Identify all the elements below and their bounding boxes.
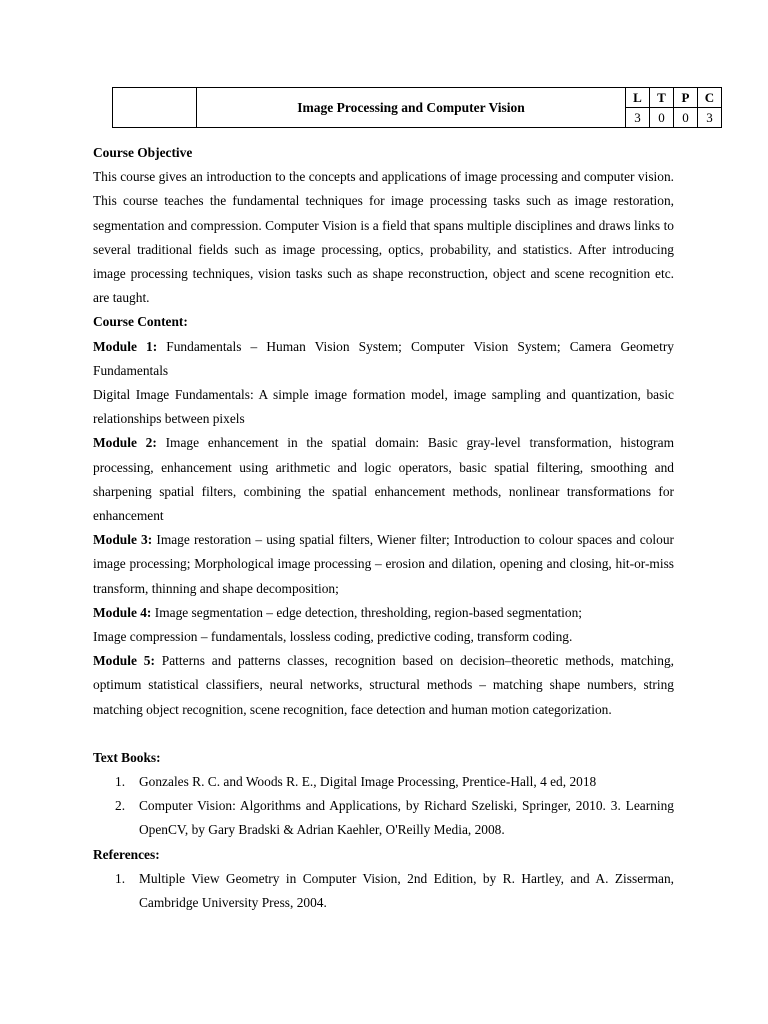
module-1 xyxy=(93,335,674,383)
objective-text: This course gives an introduction to the concepts and applications of image processing and computer vision. This course teaches the fundamental techniques for image processing tasks such as image restoration, segmentation and compression. Computer Vision is a field that spans multiple disciplines and draws links to several traditional fields such as image processing, optics, probability, and statistics. After introducing image processing techniques, vision tasks such as shape reconstruction, object and scene recognition etc. are taught. xyxy=(93,169,674,306)
references-heading: References: xyxy=(93,846,160,862)
ltpc-value-t: 0 xyxy=(650,108,674,128)
content-heading: Course Content: xyxy=(93,314,188,330)
ltpc-value-p: 0 xyxy=(674,108,698,128)
module-2-text: Image enhancement in the spatial domain: Basic gray-level transformation, histogram processing, enhancement using arithmetic and logic operators, basic spatial filtering, smoothing and sharpening spatial filters, combining the spatial enhancement methods, nonlinear transformations for enhancement xyxy=(93,435,674,524)
ltpc-label-c: C xyxy=(698,88,722,108)
list-number: 1. xyxy=(115,774,126,790)
course-header-table xyxy=(112,87,722,128)
module-4-text: Image segmentation – edge detection, thresholding, region-based segmentation; xyxy=(151,604,583,620)
module-1-continuation: Digital Image Fundamentals: A simple image formation model, image sampling and quantization, basic relationships between pixels xyxy=(93,387,674,427)
module-3-text: Image restoration – using spatial filters, Wiener filter; Introduction to colour spaces and colour image processing; Morphological image processing – erosion and dilation, opening and closing, hit-or-miss transform, thinning and shape decomposition; xyxy=(93,532,674,596)
textbooks-list xyxy=(93,770,674,843)
module-4 xyxy=(93,601,674,625)
ltpc-label-t: T xyxy=(650,88,674,108)
textbooks-heading: Text Books: xyxy=(93,749,161,765)
ltpc-label-p: P xyxy=(674,88,698,108)
course-body xyxy=(93,141,674,915)
list-item xyxy=(93,867,674,915)
course-code-cell xyxy=(113,88,197,128)
list-text: Multiple View Geometry in Computer Vision, 2nd Edition, by R. Hartley, and A. Zisserman, Cambridge University Press, 2004. xyxy=(139,870,674,911)
module-1-text: Fundamentals – Human Vision System; Computer Vision System; Camera Geometry Fundamentals xyxy=(93,338,674,378)
list-text: Gonzales R. C. and Woods R. E., Digital Image Processing, Prentice-Hall, 4 ed, 2018 xyxy=(139,774,597,790)
module-3 xyxy=(93,528,674,601)
list-number: 1. xyxy=(115,870,126,886)
list-item xyxy=(93,770,674,794)
module-5-label: Module 5: xyxy=(93,653,155,669)
module-2 xyxy=(93,431,674,528)
module-5-text: Patterns and patterns classes, recognition based on decision–theoretic methods, matching, optimum statistical classifiers, neural networks, structural methods – matching shape numbers, string matching object recognition, scene recognition, face detection and human motion categorization. xyxy=(93,653,674,717)
ltpc-value-l: 3 xyxy=(626,108,650,128)
module-4-label: Module 4: xyxy=(93,604,152,620)
list-text: Computer Vision: Algorithms and Applications, by Richard Szeliski, Springer, 2010. 3. Learning OpenCV, by Gary Bradski & Adrian Kaehler, O'Reilly Media, 2008. xyxy=(139,798,674,838)
module-3-label: Module 3: xyxy=(93,532,153,548)
module-1-label: Module 1: xyxy=(93,338,158,354)
module-2-label: Module 2: xyxy=(93,435,157,451)
course-title: Image Processing and Computer Vision xyxy=(197,88,626,128)
module-5 xyxy=(93,649,674,722)
list-item xyxy=(93,794,674,842)
objective-heading: Course Objective xyxy=(93,145,193,160)
module-4-continuation: Image compression – fundamentals, lossless coding, predictive coding, transform coding. xyxy=(93,629,573,645)
references-list xyxy=(93,867,674,915)
list-number: 2. xyxy=(115,798,126,814)
section-spacer xyxy=(93,722,674,746)
ltpc-label-l: L xyxy=(626,88,650,108)
ltpc-value-c: 3 xyxy=(698,108,722,128)
